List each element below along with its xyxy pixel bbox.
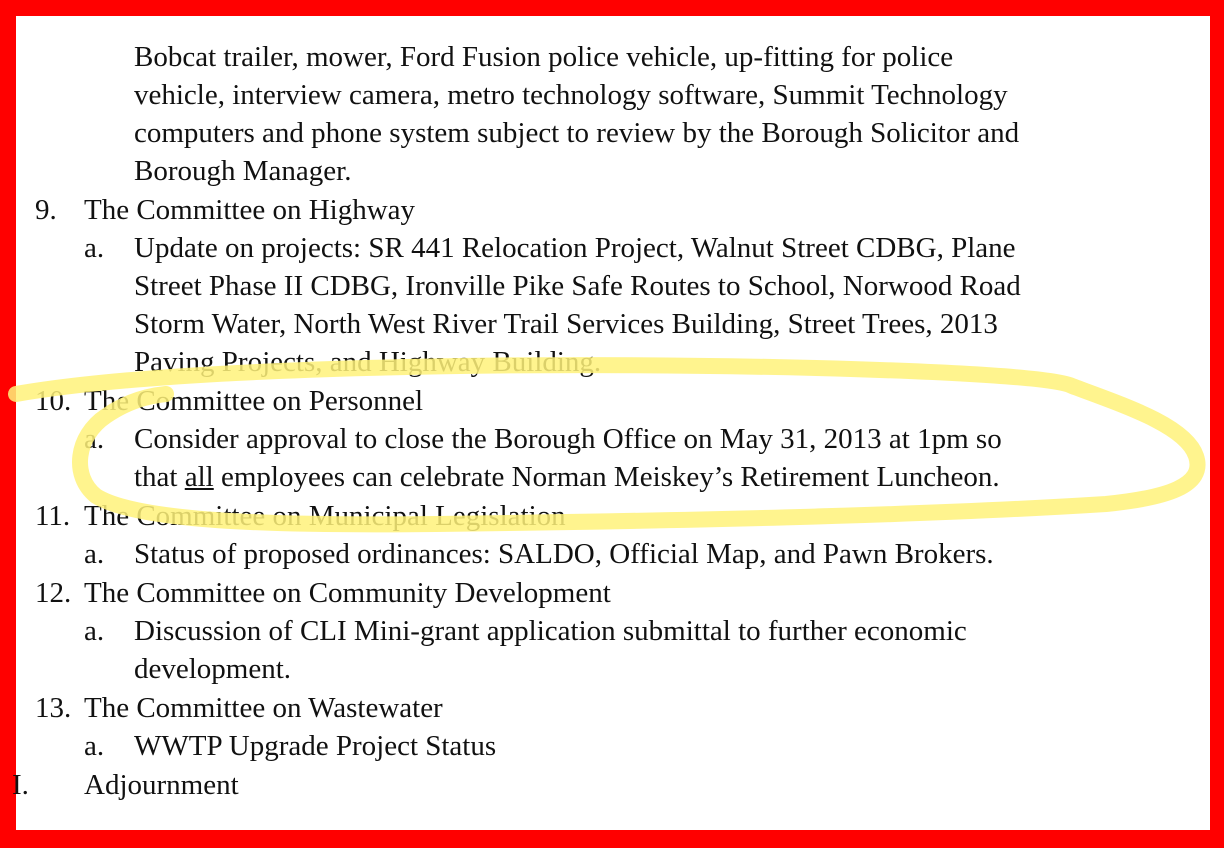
item8-line-1: Bobcat trailer, mower, Ford Fusion police vehicle, up-fitting for police (134, 41, 954, 73)
item-13-title: The Committee on Wastewater (84, 692, 443, 724)
item8-line-4: Borough Manager. (134, 155, 352, 187)
item-12a-line-1: Discussion of CLI Mini-grant application submittal to further economic (134, 615, 967, 647)
item-9a-letter: a. (84, 232, 105, 264)
underlined-all: all (184, 461, 214, 493)
item-12-number: 12. (35, 577, 72, 609)
item-10a-line-2-before: that (134, 461, 185, 493)
item-9-number: 9. (35, 194, 57, 226)
item-13a-letter: a. (84, 730, 105, 762)
item-10a-letter: a. (84, 423, 105, 455)
item-9a-line-3: Storm Water, North West River Trail Services Building, Street Trees, 2013 (134, 308, 998, 340)
item-10-number: 10. (35, 385, 72, 417)
adjournment: Adjournment (84, 769, 239, 801)
item-11a-letter: a. (84, 538, 105, 570)
item-12a-line-2: development. (134, 653, 292, 685)
item-10a-line-2-after: employees can celebrate Norman Meiskey’s Retirement Luncheon. (213, 461, 1000, 493)
item8-line-3: computers and phone system subject to review by the Borough Solicitor and (134, 117, 1020, 149)
item-9-title: The Committee on Highway (84, 194, 416, 226)
item-10a-line-2 (134, 458, 1000, 496)
document-page (12, 16, 1210, 830)
item-9a-line-1: Update on projects: SR 441 Relocation Project, Walnut Street CDBG, Plane (134, 232, 1016, 264)
item-13a-line-1: WWTP Upgrade Project Status (134, 730, 497, 762)
item8-line-2: vehicle, interview camera, metro technology software, Summit Technology (134, 79, 1008, 111)
item-12a-letter: a. (84, 615, 105, 647)
item-9a-line-2: Street Phase II CDBG, Ironville Pike Safe Routes to School, Norwood Road (134, 270, 1021, 302)
item-12-title: The Committee on Community Development (84, 577, 611, 609)
item-10-title: The Committee on Personnel (84, 385, 424, 417)
adjournment-marker: I. (12, 769, 29, 801)
item-10a-line-1: Consider approval to close the Borough Office on May 31, 2013 at 1pm so (134, 423, 1002, 455)
item-11-number: 11. (35, 500, 71, 532)
item-13-number: 13. (35, 692, 72, 724)
item-11a-line-1: Status of proposed ordinances: SALDO, Official Map, and Pawn Brokers. (134, 538, 994, 570)
item-11-title: The Committee on Municipal Legislation (84, 500, 566, 532)
item-9a-line-4: Paving Projects, and Highway Building. (134, 346, 602, 378)
